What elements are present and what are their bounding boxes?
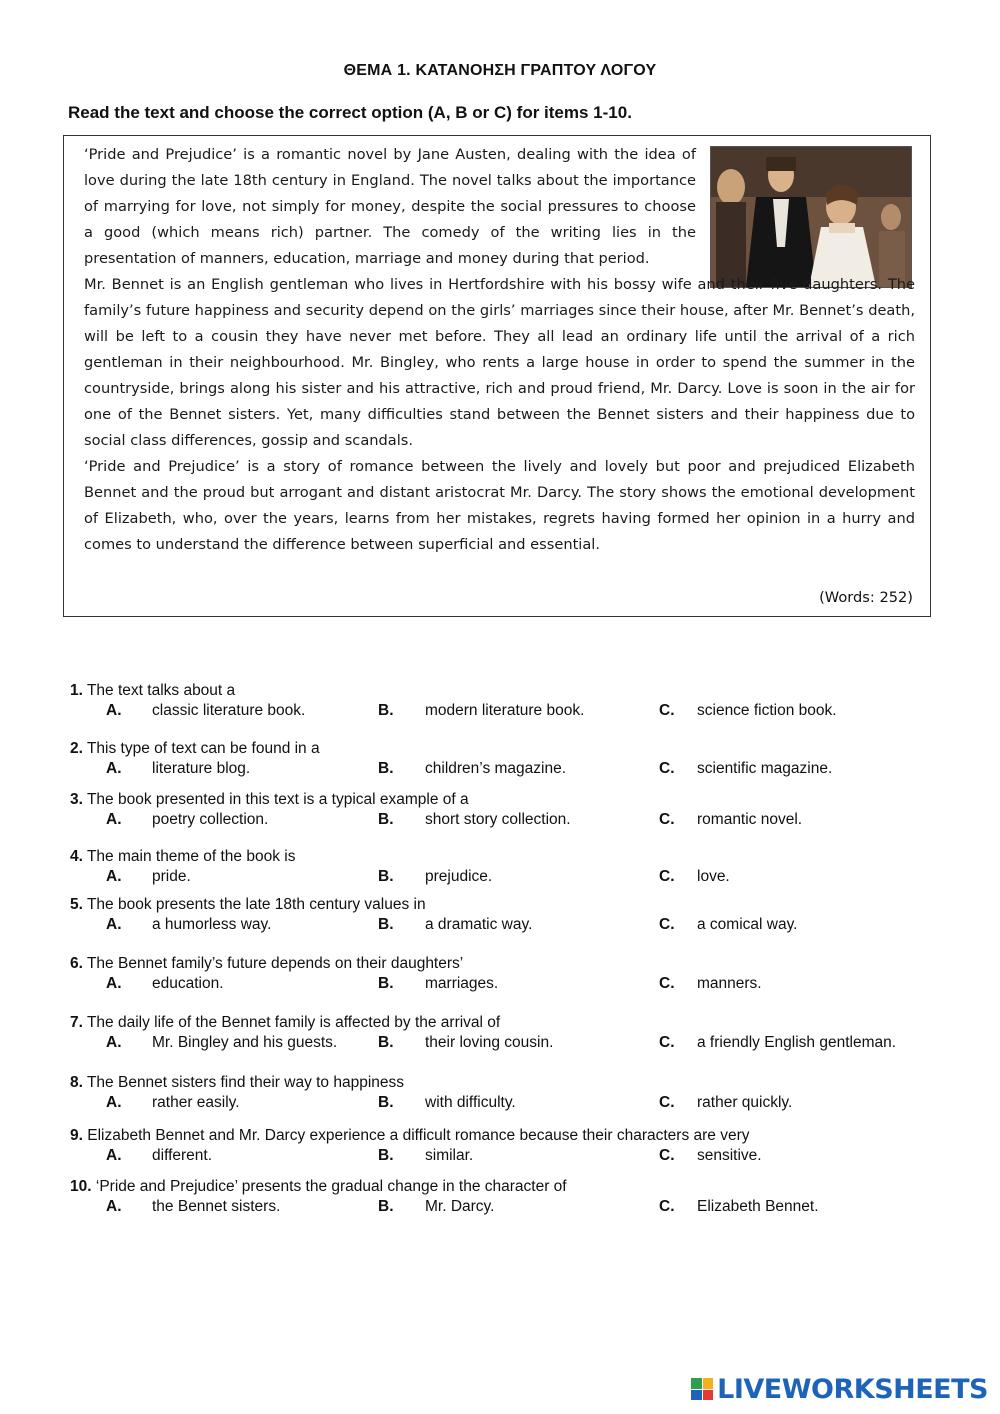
question-stem: The Bennet sisters find their way to happiness [82,1074,405,1091]
option-a[interactable]: education. [152,975,224,992]
question-number: 8. [70,1074,83,1091]
option-c-letter: C. [659,868,675,885]
option-a[interactable]: rather easily. [152,1094,240,1111]
option-c-letter: C. [659,1198,675,1215]
option-c[interactable]: science fiction book. [697,702,837,719]
question-stem: ‘Pride and Prejudice’ presents the gradual change in the character of [91,1178,567,1195]
option-a-letter: A. [106,1198,122,1215]
option-b[interactable]: modern literature book. [425,702,585,719]
option-a[interactable]: literature blog. [152,760,251,777]
liveworksheets-logo[interactable] [691,1374,988,1404]
option-c[interactable]: scientific magazine. [697,760,833,777]
question-number: 10. [70,1178,92,1195]
option-b[interactable]: Mr. Darcy. [425,1198,495,1215]
page-title: ΘΕΜΑ 1. ΚΑΤΑΝΟΗΣΗ ΓΡΑΠΤΟΥ ΛΟΓΟΥ [343,62,657,79]
question-stem: The text talks about a [82,682,236,699]
option-c-letter: C. [659,916,675,933]
option-b[interactable]: with difficulty. [425,1094,516,1111]
option-b-letter: B. [378,1094,394,1111]
option-b-letter: B. [378,1198,394,1215]
question-number: 9. [70,1127,83,1144]
question-stem: The book presents the late 18th century values in [82,896,426,913]
option-c[interactable]: Elizabeth Bennet. [697,1198,819,1215]
option-b-letter: B. [378,760,394,777]
question-number: 3. [70,791,83,808]
question-stem: This type of text can be found in a [82,740,320,757]
option-c-letter: C. [659,975,675,992]
option-b[interactable]: marriages. [425,975,499,992]
option-a[interactable]: a humorless way. [152,916,272,933]
option-b-letter: B. [378,1147,394,1164]
option-a-letter: A. [106,1094,122,1111]
passage-text [84,142,915,558]
question-7 [70,1013,970,1053]
question-number: 6. [70,955,83,972]
option-b-letter: B. [378,975,394,992]
question-stem: Elizabeth Bennet and Mr. Darcy experience a difficult romance because their characters are very [82,1127,750,1144]
option-b[interactable]: their loving cousin. [425,1034,554,1051]
option-a-letter: A. [106,1147,122,1164]
option-a[interactable]: different. [152,1147,213,1164]
option-a-letter: A. [106,760,122,777]
option-c-letter: C. [659,811,675,828]
question-2 [70,739,970,779]
question-10 [70,1177,970,1217]
question-number: 1. [70,682,83,699]
option-a-letter: A. [106,975,122,992]
option-c[interactable]: rather quickly. [697,1094,793,1111]
option-b-letter: B. [378,1034,394,1051]
question-3 [70,790,970,830]
option-c[interactable]: a comical way. [697,916,798,933]
option-a[interactable]: Mr. Bingley and his guests. [152,1034,338,1051]
question-6 [70,954,970,994]
option-a-letter: A. [106,868,122,885]
option-c[interactable]: love. [697,868,730,885]
option-b[interactable]: prejudice. [425,868,493,885]
option-c[interactable]: sensitive. [697,1147,762,1164]
option-c-letter: C. [659,1094,675,1111]
instructions: Read the text and choose the correct option (A, B or C) for items 1-10. [68,103,632,122]
question-number: 5. [70,896,83,913]
logo-text: LIVEWORKSHEETS [717,1373,988,1405]
option-a[interactable]: the Bennet sisters. [152,1198,281,1215]
question-stem: The main theme of the book is [82,848,296,865]
option-c[interactable]: manners. [697,975,762,992]
option-b[interactable]: similar. [425,1147,474,1164]
question-8 [70,1073,970,1113]
option-c-letter: C. [659,702,675,719]
option-c-letter: C. [659,760,675,777]
question-9 [70,1126,970,1166]
option-b-letter: B. [378,702,394,719]
question-5 [70,895,970,935]
passage-paragraph-1: ‘Pride and Prejudice’ is a romantic novel by Jane Austen, dealing with the idea of love during the late 18th century in England. The novel talks about the importance of marrying for love, not simply for money, despite the social pressures to choose a good (which means rich) partner. The comedy of the writing lies in the presentation of manners, education, marriage and money during that period. [84,146,696,267]
option-b[interactable]: children’s magazine. [425,760,567,777]
question-1 [70,681,970,721]
question-stem: The book presented in this text is a typical example of a [82,791,469,808]
question-stem: The Bennet family’s future depends on their daughters’ [82,955,464,972]
reading-passage-box [63,135,931,617]
option-a-letter: A. [106,1034,122,1051]
question-stem: The daily life of the Bennet family is affected by the arrival of [82,1014,501,1031]
logo-icon [691,1378,713,1400]
option-b[interactable]: short story collection. [425,811,571,828]
question-number: 7. [70,1014,83,1031]
question-4 [70,847,970,887]
option-c[interactable]: romantic novel. [697,811,803,828]
question-number: 4. [70,848,83,865]
option-b-letter: B. [378,868,394,885]
option-c-letter: C. [659,1034,675,1051]
option-b-letter: B. [378,811,394,828]
option-a[interactable]: poetry collection. [152,811,269,828]
word-count: (Words: 252) [819,589,913,606]
option-c-letter: C. [659,1147,675,1164]
option-a[interactable]: classic literature book. [152,702,306,719]
option-a[interactable]: pride. [152,868,191,885]
option-b-letter: B. [378,916,394,933]
option-a-letter: A. [106,811,122,828]
passage-paragraph-2: Mr. Bennet is an English gentleman who lives in Hertfordshire with his bossy wife and their five daughters. The family’s future happiness and security depend on the girls’ marriages since their house, after Mr. Bennet’s death, will be left to a cousin they have never met before. They all lead an ordinary life until the arrival of a rich gentleman in their neighbourhood. Mr. Bingley, who rents a large house in order to spend the summer in the countryside, brings along his sister and his attractive, rich and proud friend, Mr. Darcy. Love is soon in the air for one of the Bennet sisters. Yet, many difficulties stand between the Bennet sisters and their happiness due to social class differences, gossip and scandals. [84,276,915,449]
option-b[interactable]: a dramatic way. [425,916,533,933]
passage-paragraph-3: ‘Pride and Prejudice’ is a story of romance between the lively and lovely but poor and prejudiced Elizabeth Bennet and the proud but arrogant and distant aristocrat Mr. Darcy. The story shows the emotional development of Elizabeth, who, over the years, learns from her mistakes, regrets having formed her opinion in a hurry and comes to understand the difference between superficial and essential. [84,458,915,553]
option-a-letter: A. [106,916,122,933]
option-c[interactable]: a friendly English gentleman. [697,1034,897,1051]
option-a-letter: A. [106,702,122,719]
question-number: 2. [70,740,83,757]
